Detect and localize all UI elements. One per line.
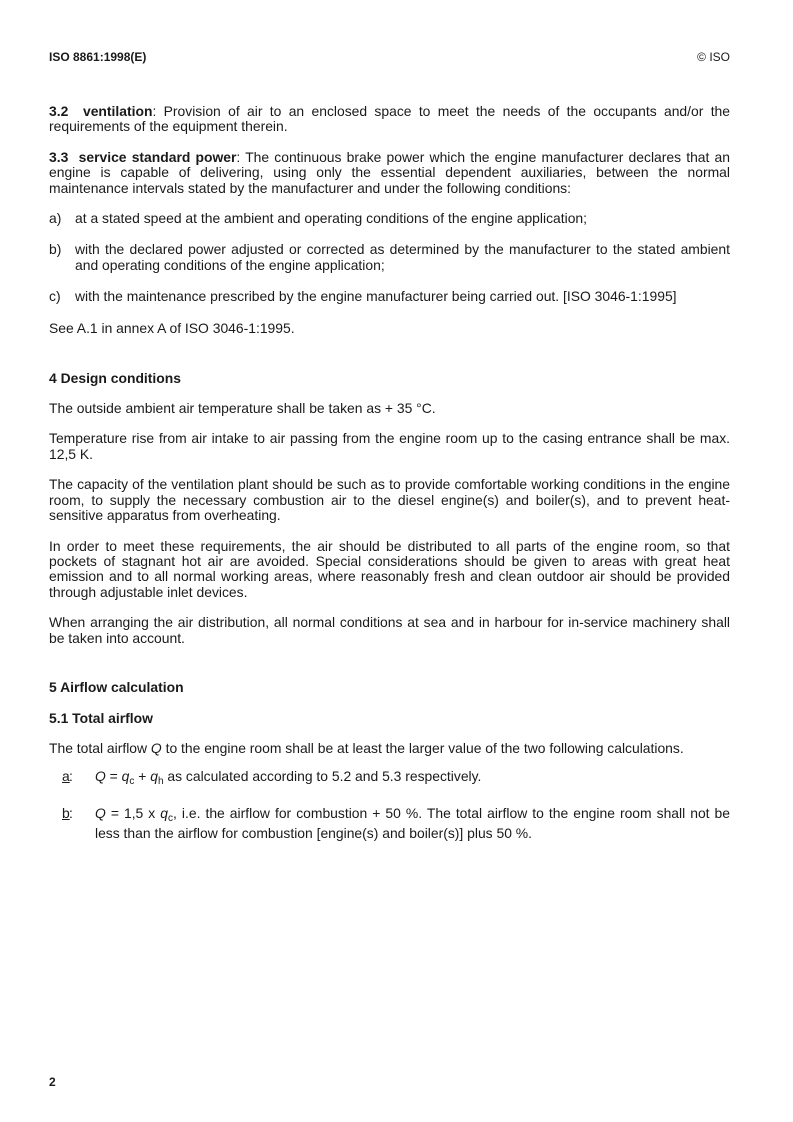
term-number: 3.2 bbox=[49, 103, 69, 119]
intro-text: The total airflow bbox=[49, 739, 151, 756]
condition-item-c bbox=[49, 289, 730, 304]
term-definition: : Provision of air to an enclosed space to meet the needs of the occupants and/or the requirements of the equipment therein. bbox=[49, 103, 731, 135]
calc-marker: b bbox=[62, 804, 70, 821]
list-marker: a) bbox=[49, 210, 62, 227]
condition-item-b bbox=[49, 242, 730, 273]
list-item-text: at a stated speed at the ambient and operating conditions of the engine application; bbox=[75, 210, 588, 227]
plus: + bbox=[134, 768, 151, 785]
variable-qh: q bbox=[150, 768, 158, 785]
calc-colon: : bbox=[69, 768, 73, 785]
page-body bbox=[49, 104, 730, 858]
term-number: 3.3 bbox=[49, 148, 69, 165]
variable-q: Q bbox=[95, 804, 106, 821]
copyright-mark: © ISO bbox=[697, 50, 730, 64]
paragraph: Temperature rise from air intake to air passing from the engine room up to the casing entrance shall be max. 12,5 K. bbox=[49, 430, 730, 462]
term-3-3 bbox=[49, 150, 730, 196]
airflow-intro bbox=[49, 741, 730, 756]
list-item-text: with the declared power adjusted or corrected as determined by the manufacturer to the stated ambient and operating conditions of the engine application; bbox=[75, 241, 730, 273]
calculation-a bbox=[49, 769, 730, 789]
standard-id: ISO 8861:1998(E) bbox=[49, 50, 147, 64]
condition-item-a bbox=[49, 211, 730, 226]
list-marker: b) bbox=[49, 241, 62, 258]
paragraph: In order to meet these requirements, the air should be distributed to all parts of the engine room, so that pockets of stagnant hot air are avoided. Special considerations should be given to areas with great heat emission and to all normal working areas, where reasonably fresh and clean outdoor air should be provided through adjustable inlet devices. bbox=[49, 537, 730, 600]
page-header bbox=[49, 50, 730, 66]
term-definition: : The continuous brake power which the engine manufacturer declares that an engine is capable of delivering, using only the essential dependent auxiliaries, between the normal maintenance intervals stated by the manufacturer and under the following conditions: bbox=[49, 148, 730, 196]
annex-reference: See A.1 in annex A of ISO 3046-1:1995. bbox=[49, 319, 295, 336]
calc-text: as calculated according to 5.2 and 5.3 respectively. bbox=[163, 768, 482, 785]
list-item-text: with the maintenance prescribed by the engine manufacturer being carried out. [ISO 3046-1:1995] bbox=[75, 288, 677, 305]
variable-qc: q bbox=[121, 768, 130, 785]
document-page bbox=[49, 0, 730, 1122]
equals: = bbox=[105, 768, 122, 785]
list-marker: c) bbox=[49, 288, 61, 305]
equals: = 1,5 x bbox=[105, 804, 161, 821]
calc-text: , i.e. the airflow for combustion + 50 %. The total airflow to the engine room shall not be less than the airflow for combustion [engine(s) and boiler(s)] plus 50 %. bbox=[95, 804, 731, 842]
variable-qc: q bbox=[160, 804, 169, 821]
paragraph: The capacity of the ventilation plant should be such as to provide comfortable working conditions in the engine room, to supply the necessary combustion air to the diesel engine(s) and boiler(s), and to prevent heat-sensitive apparatus from overheating. bbox=[49, 476, 730, 524]
section-heading-5: 5 Airflow calculation bbox=[49, 678, 184, 695]
variable-q: Q bbox=[95, 768, 106, 785]
subscript-c: c bbox=[168, 812, 174, 824]
variable-q: Q bbox=[150, 739, 162, 756]
subscript-c: c bbox=[129, 776, 135, 788]
subscript-h: h bbox=[157, 776, 164, 788]
calc-marker: a bbox=[62, 768, 70, 785]
calculation-b bbox=[49, 806, 730, 842]
intro-text: to the engine room shall be at least the larger value of the two following calculations. bbox=[161, 739, 684, 756]
paragraph: When arranging the air distribution, all normal conditions at sea and in harbour for in-service machinery shall be taken into account. bbox=[49, 614, 730, 646]
term-name: ventilation bbox=[82, 103, 153, 119]
calc-colon: : bbox=[69, 804, 73, 821]
term-3-2 bbox=[49, 104, 730, 135]
section-heading-4: 4 Design conditions bbox=[49, 370, 181, 387]
term-name: service standard power bbox=[78, 148, 237, 165]
paragraph: The outside ambient air temperature shall be taken as + 35 °C. bbox=[49, 400, 436, 417]
subsection-heading-5-1: 5.1 Total airflow bbox=[49, 709, 153, 726]
page-number: 2 bbox=[49, 1075, 56, 1089]
